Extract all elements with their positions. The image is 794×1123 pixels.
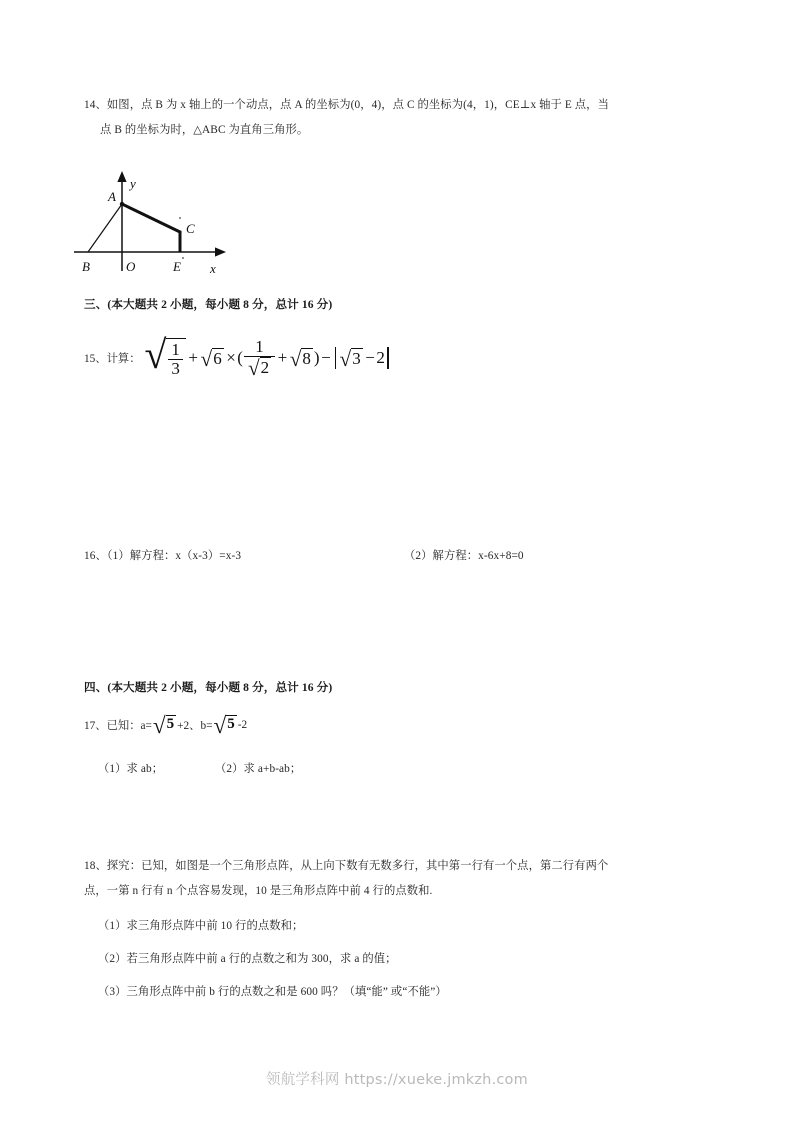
segment-ac: [122, 204, 180, 232]
abs-bar-left: [335, 347, 336, 370]
paren-close: ): [313, 348, 320, 368]
section-heading-three: 三、(本大题共 2 小题，每小题 8 分，总计 16 分): [84, 298, 333, 311]
label-y-axis: y: [130, 176, 136, 191]
question-18-line-2: 点，一第 n 行有 n 个点容易发现，10 是三角形点阵中前 4 行的点数和.: [84, 885, 433, 897]
point-c-marker: [178, 230, 181, 233]
question-14-figure: [60, 163, 290, 283]
point-a-marker: [120, 202, 124, 206]
question-17-parts: [98, 757, 301, 782]
sqrt-one-third: [144, 332, 186, 379]
sqrt-three: √ 3: [339, 346, 361, 371]
stray-dot-above-c: [179, 217, 181, 219]
question-17-value-a: [152, 713, 177, 739]
y-axis-arrowhead: [117, 171, 126, 182]
operator-plus-2: +: [277, 348, 288, 368]
operator-times: ×: [226, 348, 236, 368]
fraction-one-third: $\frac{1}{3}$: [168, 341, 183, 378]
question-17-b-tail: -2: [237, 719, 248, 732]
operator-minus-inner: −: [365, 348, 375, 368]
operator-plus-1: +: [188, 348, 199, 368]
radical-sign-icon: √: [144, 332, 167, 377]
label-b: B: [82, 259, 90, 274]
question-18-part-2: （2）若三角形点阵中前 a 行的点数之和为 300，求 a 的值；: [98, 953, 397, 965]
absolute-value-group: [332, 347, 391, 370]
question-18-line-1: 18、探究：已知，如图是一个三角形点阵，从上向下数有无数多行，其中第一行有一个点，第二行有两个: [84, 860, 609, 872]
coordinate-plane-diagram: [60, 163, 290, 283]
stray-dot-near-e: [182, 257, 184, 259]
radical-sign-icon: √: [289, 346, 302, 371]
label-o: O: [126, 259, 136, 274]
label-x-axis: x: [210, 261, 216, 276]
question-16-part-2: （2）解方程：x-6x+8=0: [404, 550, 524, 562]
sqrt-two: √ 2: [247, 356, 270, 381]
question-15-lead: 15、计算：: [84, 353, 141, 366]
question-18-part-3: （3）三角形点阵中前 b 行的点数之和是 600 吗？（填“能” 或“不能”）: [98, 986, 447, 998]
abs-bar-right: [387, 347, 388, 370]
question-17-part-1: （1）求 ab；: [98, 763, 164, 775]
radical-sign-icon: √: [152, 713, 166, 739]
radical-sign-icon: √: [247, 356, 260, 381]
abs-operand-two: 2: [376, 348, 385, 368]
sqrt-eight: √ 8: [289, 346, 311, 371]
section-heading-four: 四、(本大题共 2 小题，每小题 8 分，总计 16 分): [84, 681, 333, 694]
sqrt-six: √ 6: [200, 346, 222, 371]
question-17: [84, 713, 248, 739]
fraction-one-over-sqrt-two: 1 √ 2: [244, 338, 275, 378]
question-15-expression: [144, 332, 392, 381]
question-16-part-1: 16、（1）解方程：x（x-3）=x-3: [84, 550, 242, 562]
sqrt-five-a: √ 5: [152, 713, 175, 739]
question-15: [84, 332, 391, 381]
question-17-part-2: （2）求 a+b-ab；: [215, 763, 302, 775]
radical-sign-icon: √: [200, 346, 213, 371]
question-17-value-b: [212, 713, 237, 739]
paren-open: (: [237, 348, 243, 368]
label-c: C: [186, 221, 195, 236]
question-17-a-tail: +2、b=: [177, 720, 213, 733]
radical-sign-icon: √: [213, 713, 227, 739]
question-18-part-1: （1）求三角形点阵中前 10 行的点数和；: [98, 920, 304, 932]
radical-sign-icon: √: [339, 346, 352, 371]
sqrt-five-b: √ 5: [213, 713, 235, 739]
segment-ab: [88, 204, 122, 252]
question-14-line-1: 14、如图，点 B 为 x 轴上的一个动点，点 A 的坐标为(0，4)，点 C 的坐标为(4，1)，CE⊥x 轴于 E 点，当: [84, 99, 609, 111]
question-14-line-2: 点 B 的坐标为时，△ABC 为直角三角形。: [100, 124, 309, 136]
label-a: A: [108, 189, 116, 204]
watermark: 领航学科网 https://xueke.jmkzh.com: [266, 1072, 528, 1088]
x-axis-arrowhead: [215, 247, 226, 256]
question-17-lead: 17、已知：a=: [84, 720, 152, 733]
operator-minus: −: [321, 348, 331, 368]
label-e: E: [173, 259, 181, 274]
